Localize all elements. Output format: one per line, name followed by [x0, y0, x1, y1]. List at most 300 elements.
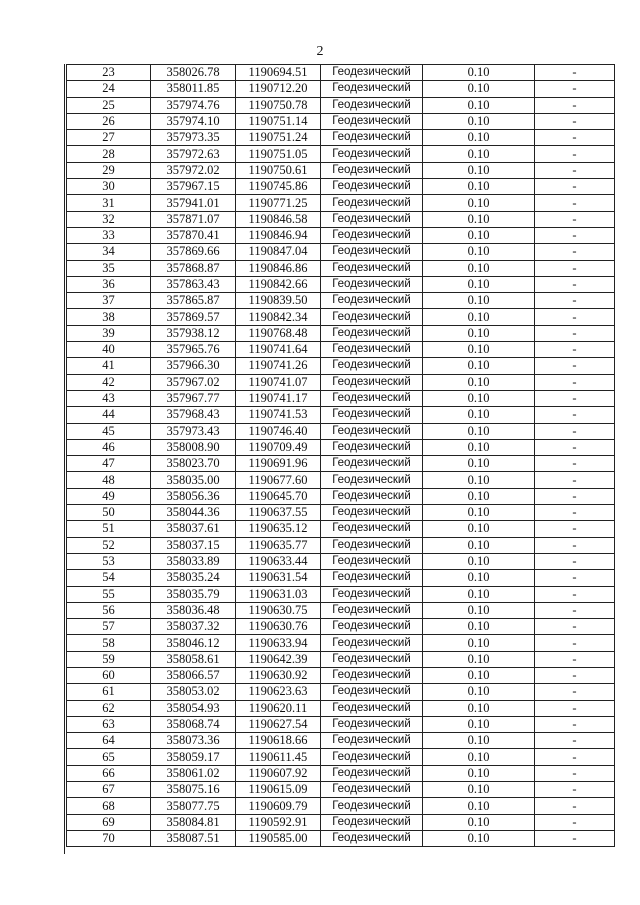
- x-coordinate-cell: 358059.17: [151, 749, 236, 765]
- note-cell: -: [535, 586, 615, 602]
- y-coordinate-cell: 1190846.86: [236, 260, 321, 276]
- method-cell: Геодезический: [321, 407, 423, 423]
- point-number-cell: 42: [67, 374, 151, 390]
- accuracy-cell: 0.10: [423, 276, 535, 292]
- point-number-cell: 30: [67, 179, 151, 195]
- x-coordinate-cell: 358056.36: [151, 488, 236, 504]
- table-row: [67, 456, 615, 472]
- x-coordinate-cell: 357967.15: [151, 179, 236, 195]
- table-row: [67, 684, 615, 700]
- point-number-cell: 46: [67, 439, 151, 455]
- note-cell: -: [535, 782, 615, 798]
- method-cell: Геодезический: [321, 782, 423, 798]
- y-coordinate-cell: 1190768.48: [236, 325, 321, 341]
- method-cell: Геодезический: [321, 700, 423, 716]
- method-cell: Геодезический: [321, 667, 423, 683]
- accuracy-cell: 0.10: [423, 700, 535, 716]
- table-row: [67, 130, 615, 146]
- note-cell: -: [535, 113, 615, 129]
- point-number-cell: 63: [67, 716, 151, 732]
- coordinates-table-container: [66, 64, 614, 847]
- table-row: [67, 798, 615, 814]
- point-number-cell: 56: [67, 602, 151, 618]
- x-coordinate-cell: 357974.10: [151, 113, 236, 129]
- accuracy-cell: 0.10: [423, 505, 535, 521]
- accuracy-cell: 0.10: [423, 814, 535, 830]
- accuracy-cell: 0.10: [423, 113, 535, 129]
- y-coordinate-cell: 1190618.66: [236, 733, 321, 749]
- accuracy-cell: 0.10: [423, 293, 535, 309]
- table-row: [67, 423, 615, 439]
- accuracy-cell: 0.10: [423, 179, 535, 195]
- y-coordinate-cell: 1190607.92: [236, 765, 321, 781]
- y-coordinate-cell: 1190741.26: [236, 358, 321, 374]
- accuracy-cell: 0.10: [423, 407, 535, 423]
- accuracy-cell: 0.10: [423, 456, 535, 472]
- accuracy-cell: 0.10: [423, 488, 535, 504]
- y-coordinate-cell: 1190633.44: [236, 553, 321, 569]
- note-cell: -: [535, 733, 615, 749]
- table-row: [67, 667, 615, 683]
- note-cell: -: [535, 537, 615, 553]
- accuracy-cell: 0.10: [423, 81, 535, 97]
- x-coordinate-cell: 357863.43: [151, 276, 236, 292]
- x-coordinate-cell: 358044.36: [151, 505, 236, 521]
- method-cell: Геодезический: [321, 684, 423, 700]
- accuracy-cell: 0.10: [423, 749, 535, 765]
- x-coordinate-cell: 357974.76: [151, 97, 236, 113]
- x-coordinate-cell: 357871.07: [151, 211, 236, 227]
- y-coordinate-cell: 1190637.55: [236, 505, 321, 521]
- table-row: [67, 472, 615, 488]
- point-number-cell: 23: [67, 65, 151, 81]
- x-coordinate-cell: 358011.85: [151, 81, 236, 97]
- note-cell: -: [535, 488, 615, 504]
- accuracy-cell: 0.10: [423, 765, 535, 781]
- note-cell: -: [535, 309, 615, 325]
- accuracy-cell: 0.10: [423, 537, 535, 553]
- y-coordinate-cell: 1190712.20: [236, 81, 321, 97]
- y-coordinate-cell: 1190645.70: [236, 488, 321, 504]
- note-cell: -: [535, 97, 615, 113]
- table-row: [67, 782, 615, 798]
- table-row: [67, 733, 615, 749]
- note-cell: -: [535, 374, 615, 390]
- note-cell: -: [535, 619, 615, 635]
- method-cell: Геодезический: [321, 439, 423, 455]
- table-row: [67, 342, 615, 358]
- note-cell: -: [535, 521, 615, 537]
- accuracy-cell: 0.10: [423, 162, 535, 178]
- x-coordinate-cell: 357869.57: [151, 309, 236, 325]
- method-cell: Геодезический: [321, 488, 423, 504]
- x-coordinate-cell: 358036.48: [151, 602, 236, 618]
- method-cell: Геодезический: [321, 97, 423, 113]
- x-coordinate-cell: 357965.76: [151, 342, 236, 358]
- accuracy-cell: 0.10: [423, 309, 535, 325]
- method-cell: Геодезический: [321, 765, 423, 781]
- table-row: [67, 814, 615, 830]
- table-row: [67, 325, 615, 341]
- y-coordinate-cell: 1190630.75: [236, 602, 321, 618]
- point-number-cell: 50: [67, 505, 151, 521]
- table-row: [67, 635, 615, 651]
- method-cell: Геодезический: [321, 602, 423, 618]
- y-coordinate-cell: 1190746.40: [236, 423, 321, 439]
- point-number-cell: 40: [67, 342, 151, 358]
- point-number-cell: 29: [67, 162, 151, 178]
- method-cell: Геодезический: [321, 211, 423, 227]
- point-number-cell: 37: [67, 293, 151, 309]
- table-row: [67, 439, 615, 455]
- y-coordinate-cell: 1190592.91: [236, 814, 321, 830]
- note-cell: -: [535, 407, 615, 423]
- note-cell: -: [535, 830, 615, 846]
- note-cell: -: [535, 162, 615, 178]
- method-cell: Геодезический: [321, 390, 423, 406]
- table-outer-border: [64, 64, 65, 854]
- table-row: [67, 244, 615, 260]
- x-coordinate-cell: 358033.89: [151, 553, 236, 569]
- x-coordinate-cell: 358073.36: [151, 733, 236, 749]
- method-cell: Геодезический: [321, 113, 423, 129]
- accuracy-cell: 0.10: [423, 733, 535, 749]
- note-cell: -: [535, 667, 615, 683]
- y-coordinate-cell: 1190745.86: [236, 179, 321, 195]
- point-number-cell: 64: [67, 733, 151, 749]
- x-coordinate-cell: 358037.15: [151, 537, 236, 553]
- note-cell: -: [535, 439, 615, 455]
- method-cell: Геодезический: [321, 146, 423, 162]
- y-coordinate-cell: 1190635.77: [236, 537, 321, 553]
- accuracy-cell: 0.10: [423, 667, 535, 683]
- table-row: [67, 227, 615, 243]
- table-row: [67, 374, 615, 390]
- point-number-cell: 55: [67, 586, 151, 602]
- y-coordinate-cell: 1190847.04: [236, 244, 321, 260]
- method-cell: Геодезический: [321, 423, 423, 439]
- note-cell: -: [535, 390, 615, 406]
- method-cell: Геодезический: [321, 162, 423, 178]
- note-cell: -: [535, 798, 615, 814]
- x-coordinate-cell: 357972.63: [151, 146, 236, 162]
- point-number-cell: 68: [67, 798, 151, 814]
- table-row: [67, 81, 615, 97]
- x-coordinate-cell: 358035.79: [151, 586, 236, 602]
- y-coordinate-cell: 1190842.66: [236, 276, 321, 292]
- x-coordinate-cell: 358046.12: [151, 635, 236, 651]
- table-row: [67, 195, 615, 211]
- accuracy-cell: 0.10: [423, 570, 535, 586]
- y-coordinate-cell: 1190631.03: [236, 586, 321, 602]
- x-coordinate-cell: 358053.02: [151, 684, 236, 700]
- table-row: [67, 570, 615, 586]
- point-number-cell: 31: [67, 195, 151, 211]
- point-number-cell: 36: [67, 276, 151, 292]
- x-coordinate-cell: 358061.02: [151, 765, 236, 781]
- y-coordinate-cell: 1190627.54: [236, 716, 321, 732]
- point-number-cell: 47: [67, 456, 151, 472]
- note-cell: -: [535, 553, 615, 569]
- point-number-cell: 27: [67, 130, 151, 146]
- y-coordinate-cell: 1190750.61: [236, 162, 321, 178]
- table-row: [67, 293, 615, 309]
- note-cell: -: [535, 456, 615, 472]
- y-coordinate-cell: 1190611.45: [236, 749, 321, 765]
- note-cell: -: [535, 195, 615, 211]
- note-cell: -: [535, 472, 615, 488]
- y-coordinate-cell: 1190741.64: [236, 342, 321, 358]
- note-cell: -: [535, 570, 615, 586]
- accuracy-cell: 0.10: [423, 65, 535, 81]
- accuracy-cell: 0.10: [423, 716, 535, 732]
- x-coordinate-cell: 358008.90: [151, 439, 236, 455]
- point-number-cell: 48: [67, 472, 151, 488]
- table-row: [67, 602, 615, 618]
- y-coordinate-cell: 1190741.07: [236, 374, 321, 390]
- y-coordinate-cell: 1190630.92: [236, 667, 321, 683]
- accuracy-cell: 0.10: [423, 553, 535, 569]
- point-number-cell: 60: [67, 667, 151, 683]
- accuracy-cell: 0.10: [423, 472, 535, 488]
- x-coordinate-cell: 357966.30: [151, 358, 236, 374]
- point-number-cell: 44: [67, 407, 151, 423]
- method-cell: Геодезический: [321, 309, 423, 325]
- y-coordinate-cell: 1190751.05: [236, 146, 321, 162]
- note-cell: -: [535, 700, 615, 716]
- accuracy-cell: 0.10: [423, 146, 535, 162]
- accuracy-cell: 0.10: [423, 602, 535, 618]
- x-coordinate-cell: 358023.70: [151, 456, 236, 472]
- point-number-cell: 66: [67, 765, 151, 781]
- method-cell: Геодезический: [321, 553, 423, 569]
- y-coordinate-cell: 1190751.14: [236, 113, 321, 129]
- coordinates-table: [66, 64, 615, 847]
- note-cell: -: [535, 505, 615, 521]
- x-coordinate-cell: 357973.35: [151, 130, 236, 146]
- note-cell: -: [535, 342, 615, 358]
- x-coordinate-cell: 357972.02: [151, 162, 236, 178]
- point-number-cell: 57: [67, 619, 151, 635]
- point-number-cell: 49: [67, 488, 151, 504]
- x-coordinate-cell: 358037.32: [151, 619, 236, 635]
- accuracy-cell: 0.10: [423, 130, 535, 146]
- method-cell: Геодезический: [321, 130, 423, 146]
- method-cell: Геодезический: [321, 505, 423, 521]
- method-cell: Геодезический: [321, 81, 423, 97]
- method-cell: Геодезический: [321, 358, 423, 374]
- x-coordinate-cell: 357967.77: [151, 390, 236, 406]
- note-cell: -: [535, 423, 615, 439]
- x-coordinate-cell: 358087.51: [151, 830, 236, 846]
- x-coordinate-cell: 358077.75: [151, 798, 236, 814]
- method-cell: Геодезический: [321, 830, 423, 846]
- x-coordinate-cell: 357938.12: [151, 325, 236, 341]
- accuracy-cell: 0.10: [423, 521, 535, 537]
- method-cell: Геодезический: [321, 325, 423, 341]
- accuracy-cell: 0.10: [423, 390, 535, 406]
- note-cell: -: [535, 684, 615, 700]
- table-row: [67, 651, 615, 667]
- method-cell: Геодезический: [321, 456, 423, 472]
- note-cell: -: [535, 260, 615, 276]
- x-coordinate-cell: 358068.74: [151, 716, 236, 732]
- point-number-cell: 26: [67, 113, 151, 129]
- x-coordinate-cell: 358058.61: [151, 651, 236, 667]
- method-cell: Геодезический: [321, 179, 423, 195]
- method-cell: Геодезический: [321, 472, 423, 488]
- point-number-cell: 58: [67, 635, 151, 651]
- accuracy-cell: 0.10: [423, 374, 535, 390]
- table-row: [67, 390, 615, 406]
- y-coordinate-cell: 1190691.96: [236, 456, 321, 472]
- table-row: [67, 586, 615, 602]
- y-coordinate-cell: 1190846.94: [236, 227, 321, 243]
- x-coordinate-cell: 358084.81: [151, 814, 236, 830]
- method-cell: Геодезический: [321, 716, 423, 732]
- method-cell: Геодезический: [321, 814, 423, 830]
- method-cell: Геодезический: [321, 521, 423, 537]
- table-row: [67, 537, 615, 553]
- method-cell: Геодезический: [321, 227, 423, 243]
- x-coordinate-cell: 358026.78: [151, 65, 236, 81]
- note-cell: -: [535, 651, 615, 667]
- note-cell: -: [535, 749, 615, 765]
- note-cell: -: [535, 227, 615, 243]
- note-cell: -: [535, 146, 615, 162]
- x-coordinate-cell: 357869.66: [151, 244, 236, 260]
- accuracy-cell: 0.10: [423, 782, 535, 798]
- x-coordinate-cell: 358037.61: [151, 521, 236, 537]
- y-coordinate-cell: 1190741.17: [236, 390, 321, 406]
- table-row: [67, 619, 615, 635]
- y-coordinate-cell: 1190846.58: [236, 211, 321, 227]
- note-cell: -: [535, 325, 615, 341]
- table-row: [67, 830, 615, 846]
- method-cell: Геодезический: [321, 374, 423, 390]
- y-coordinate-cell: 1190635.12: [236, 521, 321, 537]
- table-row: [67, 716, 615, 732]
- point-number-cell: 69: [67, 814, 151, 830]
- accuracy-cell: 0.10: [423, 244, 535, 260]
- accuracy-cell: 0.10: [423, 211, 535, 227]
- method-cell: Геодезический: [321, 798, 423, 814]
- point-number-cell: 32: [67, 211, 151, 227]
- point-number-cell: 70: [67, 830, 151, 846]
- x-coordinate-cell: 357868.87: [151, 260, 236, 276]
- note-cell: -: [535, 635, 615, 651]
- coordinates-table-body: [67, 65, 615, 847]
- accuracy-cell: 0.10: [423, 260, 535, 276]
- accuracy-cell: 0.10: [423, 830, 535, 846]
- note-cell: -: [535, 358, 615, 374]
- table-row: [67, 65, 615, 81]
- x-coordinate-cell: 358075.16: [151, 782, 236, 798]
- x-coordinate-cell: 357968.43: [151, 407, 236, 423]
- accuracy-cell: 0.10: [423, 635, 535, 651]
- note-cell: -: [535, 293, 615, 309]
- point-number-cell: 65: [67, 749, 151, 765]
- accuracy-cell: 0.10: [423, 586, 535, 602]
- point-number-cell: 52: [67, 537, 151, 553]
- table-row: [67, 553, 615, 569]
- y-coordinate-cell: 1190615.09: [236, 782, 321, 798]
- point-number-cell: 33: [67, 227, 151, 243]
- note-cell: -: [535, 211, 615, 227]
- note-cell: -: [535, 65, 615, 81]
- method-cell: Геодезический: [321, 749, 423, 765]
- y-coordinate-cell: 1190741.53: [236, 407, 321, 423]
- accuracy-cell: 0.10: [423, 195, 535, 211]
- point-number-cell: 24: [67, 81, 151, 97]
- table-row: [67, 309, 615, 325]
- note-cell: -: [535, 814, 615, 830]
- table-row: [67, 488, 615, 504]
- method-cell: Геодезический: [321, 635, 423, 651]
- point-number-cell: 54: [67, 570, 151, 586]
- y-coordinate-cell: 1190620.11: [236, 700, 321, 716]
- accuracy-cell: 0.10: [423, 619, 535, 635]
- accuracy-cell: 0.10: [423, 227, 535, 243]
- method-cell: Геодезический: [321, 244, 423, 260]
- method-cell: Геодезический: [321, 733, 423, 749]
- y-coordinate-cell: 1190709.49: [236, 439, 321, 455]
- accuracy-cell: 0.10: [423, 439, 535, 455]
- table-row: [67, 113, 615, 129]
- point-number-cell: 34: [67, 244, 151, 260]
- note-cell: -: [535, 244, 615, 260]
- table-row: [67, 505, 615, 521]
- note-cell: -: [535, 765, 615, 781]
- point-number-cell: 25: [67, 97, 151, 113]
- y-coordinate-cell: 1190771.25: [236, 195, 321, 211]
- accuracy-cell: 0.10: [423, 97, 535, 113]
- method-cell: Геодезический: [321, 619, 423, 635]
- y-coordinate-cell: 1190750.78: [236, 97, 321, 113]
- accuracy-cell: 0.10: [423, 342, 535, 358]
- y-coordinate-cell: 1190751.24: [236, 130, 321, 146]
- y-coordinate-cell: 1190677.60: [236, 472, 321, 488]
- x-coordinate-cell: 357865.87: [151, 293, 236, 309]
- y-coordinate-cell: 1190842.34: [236, 309, 321, 325]
- y-coordinate-cell: 1190642.39: [236, 651, 321, 667]
- x-coordinate-cell: 358035.24: [151, 570, 236, 586]
- accuracy-cell: 0.10: [423, 358, 535, 374]
- point-number-cell: 45: [67, 423, 151, 439]
- table-row: [67, 765, 615, 781]
- table-row: [67, 260, 615, 276]
- accuracy-cell: 0.10: [423, 651, 535, 667]
- point-number-cell: 39: [67, 325, 151, 341]
- table-row: [67, 146, 615, 162]
- x-coordinate-cell: 357870.41: [151, 227, 236, 243]
- y-coordinate-cell: 1190609.79: [236, 798, 321, 814]
- method-cell: Геодезический: [321, 586, 423, 602]
- point-number-cell: 61: [67, 684, 151, 700]
- point-number-cell: 41: [67, 358, 151, 374]
- y-coordinate-cell: 1190585.00: [236, 830, 321, 846]
- table-row: [67, 97, 615, 113]
- y-coordinate-cell: 1190633.94: [236, 635, 321, 651]
- y-coordinate-cell: 1190630.76: [236, 619, 321, 635]
- point-number-cell: 62: [67, 700, 151, 716]
- method-cell: Геодезический: [321, 293, 423, 309]
- method-cell: Геодезический: [321, 65, 423, 81]
- method-cell: Геодезический: [321, 570, 423, 586]
- table-row: [67, 211, 615, 227]
- table-row: [67, 276, 615, 292]
- point-number-cell: 38: [67, 309, 151, 325]
